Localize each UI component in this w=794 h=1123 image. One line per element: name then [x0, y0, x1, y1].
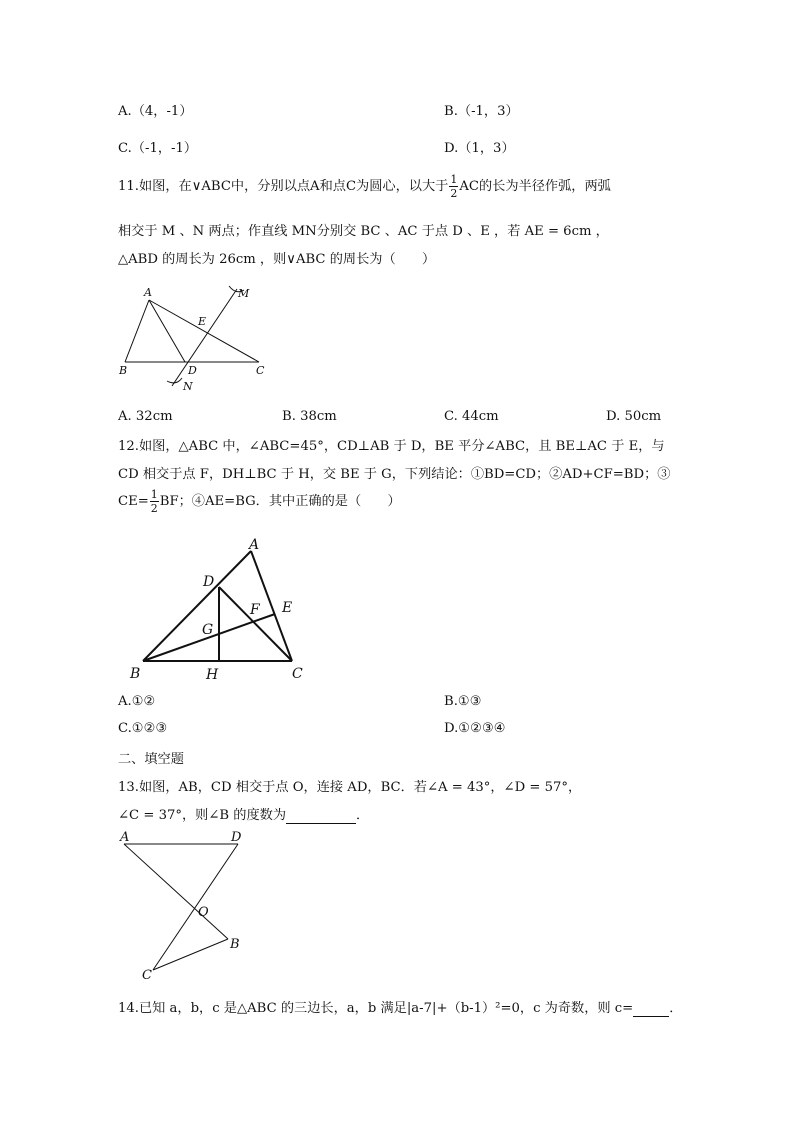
q10-option-d: D.（1，3） [444, 141, 515, 156]
q13-stem-line2 [118, 804, 369, 824]
q12-stem-line3 [118, 489, 401, 514]
q12-label-g: G [202, 622, 214, 638]
q12-label-e: E [282, 600, 293, 616]
q11-fraction [449, 174, 458, 199]
q12-fraction [150, 489, 159, 514]
q13-segment-ab [124, 844, 228, 939]
q14-text: 14.已知 a，b，c 是△ABC 的三边长，a，b 满足|a-7|+（b-1）²=0，c 为奇数，则 c= [118, 1001, 634, 1016]
q10-option-a: A.（4，-1） [118, 104, 193, 119]
q13-segment-cb [153, 939, 228, 970]
q12-option-d: D.①②③④ [444, 721, 506, 736]
q13-answer-blank[interactable] [286, 808, 356, 824]
q11-segment-ad [149, 300, 185, 362]
q12-frac-den: 2 [150, 502, 158, 515]
q10-option-b: B.（-1，3） [444, 104, 519, 119]
section-title: 二、填空题 [118, 752, 184, 767]
q11-option-d: D. 50cm [606, 409, 662, 424]
q11-text-a: 11.如图，在∨ABC中，分别以点A和点C为圆心，以大于 [118, 179, 449, 194]
q12-option-a: A.①② [118, 694, 156, 709]
q11-label-e: E [198, 315, 207, 328]
q11-option-a: A. 32cm [118, 409, 173, 424]
q12-label-f: F [250, 602, 260, 618]
q11-line-mn [172, 289, 237, 386]
q13-stem-line1: 13.如图，AB，CD 相交于点 O，连接 AD，BC．若∠A = 43°，∠D = 57°， [118, 780, 582, 795]
q11-label-a: A [144, 286, 152, 299]
q13-label-c: C [142, 968, 152, 982]
q13-segment-dc [153, 844, 238, 970]
q11-frac-num: 1 [450, 173, 458, 186]
q13-label-a: A [120, 830, 130, 845]
q11-label-c: C [256, 364, 265, 377]
q12-figure [120, 530, 320, 685]
q12-option-b: B.①③ [444, 694, 482, 709]
q11-frac-den: 2 [450, 187, 458, 200]
q13-end: ． [356, 808, 370, 823]
q12-stem-line2: CD 相交于点 F，DH⊥BC 于 H，交 BE 于 G，下列结论：①BD=CD；②AD+CF=BD；③ [118, 467, 671, 482]
q12-segment-cd [219, 587, 292, 661]
q11-label-m: M [238, 287, 250, 300]
q13-label-d: D [231, 830, 242, 845]
q11-option-c: C. 44cm [444, 409, 499, 424]
q12-stem-line1: 12.如图，△ABC 中，∠ABC=45°，CD⊥AB 于 D，BE 平分∠ABC，且 BE⊥AC 于 E，与 [118, 439, 665, 454]
q11-text-b: AC的长为半径作弧，两弧 [459, 179, 611, 194]
q11-segment-ab [125, 300, 149, 362]
q11-segment-ac [149, 300, 259, 362]
q12-text-a: CE= [118, 494, 149, 509]
q11-label-n: N [183, 380, 193, 393]
q12-option-c: C.①②③ [118, 721, 168, 736]
q12-label-b: B [130, 666, 141, 682]
q10-option-c: C.（-1，-1） [118, 141, 198, 156]
q12-label-h: H [206, 667, 219, 683]
q14-stem [118, 997, 682, 1017]
q14-end: ． [669, 1001, 683, 1016]
q13-label-o: O [198, 905, 209, 920]
q12-segment-ab [143, 551, 251, 661]
q11-figure [110, 282, 280, 394]
q13-text: ∠C = 37°，则∠B 的度数为 [118, 808, 287, 823]
q12-label-c: C [292, 666, 303, 682]
q11-label-b: B [119, 364, 128, 377]
q13-label-b: B [230, 937, 240, 952]
q11-stem-line3: △ABD 的周长为 26cm ，则∨ABC 的周长为（ ） [118, 252, 436, 267]
q11-stem-line2: 相交于 M 、N 两点；作直线 MN分别交 BC 、AC 于点 D 、E ，若 AE = 6cm ， [118, 224, 609, 239]
q12-text-b: BF；④AE=BG．其中正确的是（ ） [159, 494, 401, 509]
q11-option-b: B. 38cm [282, 409, 337, 424]
q14-answer-blank[interactable] [633, 1001, 669, 1017]
q11-label-d: D [188, 364, 197, 377]
q12-frac-num: 1 [150, 488, 158, 501]
q12-label-a: A [249, 537, 260, 553]
q12-label-d: D [203, 574, 215, 590]
q13-figure [112, 826, 252, 982]
q11-stem-line1 [118, 174, 611, 199]
